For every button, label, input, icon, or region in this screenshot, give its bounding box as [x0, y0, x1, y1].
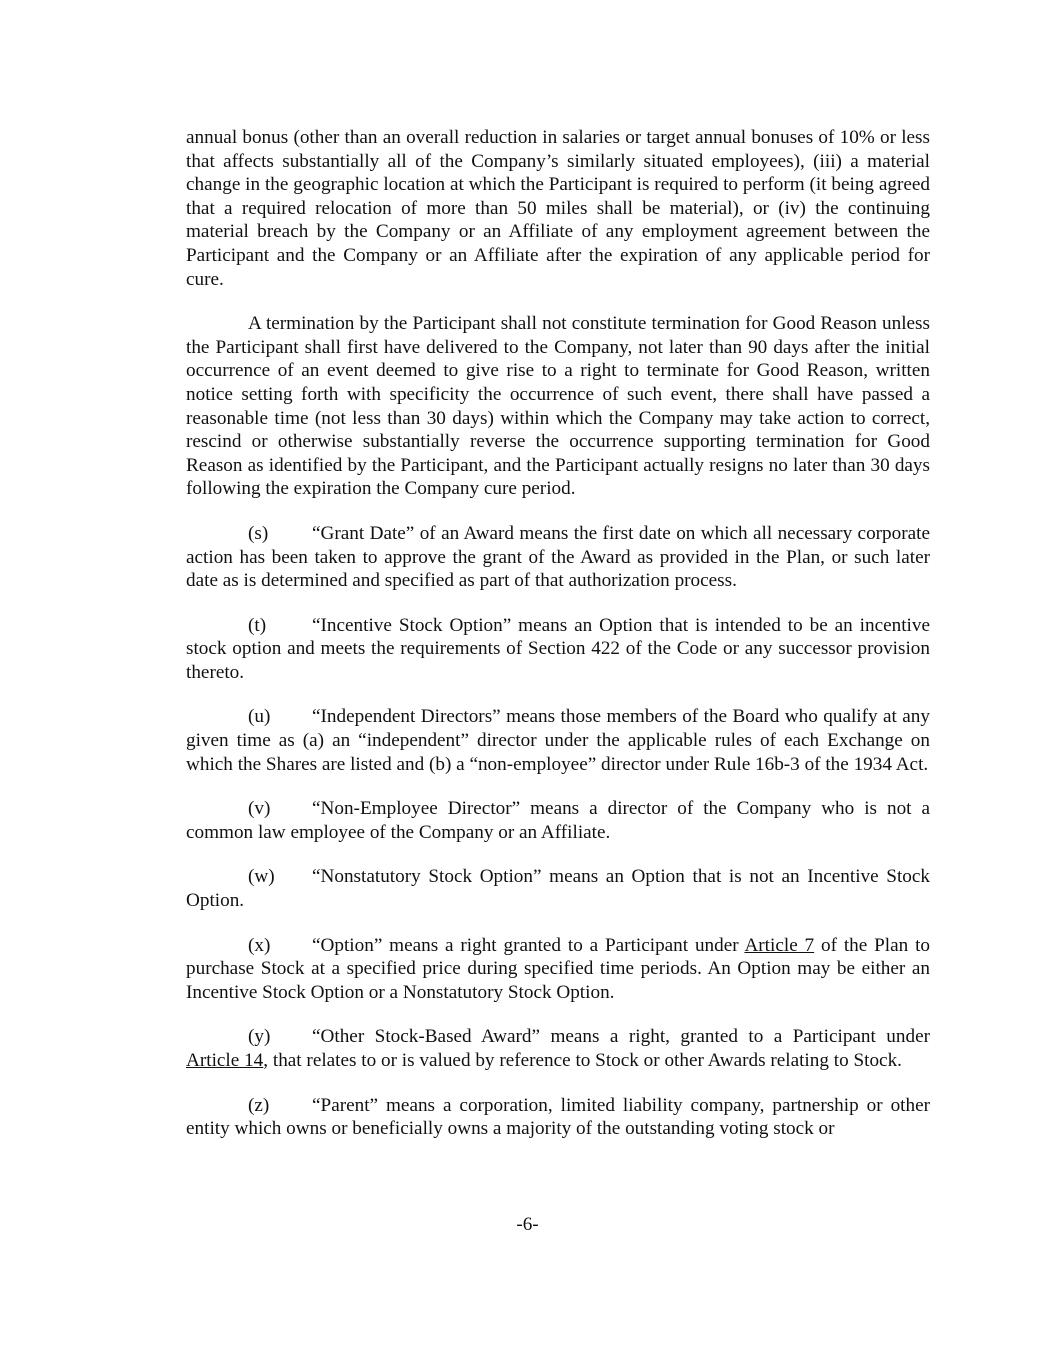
definition-y [186, 1025, 930, 1072]
article-7-reference: Article 7 [744, 934, 815, 956]
definition-label: (y) [248, 1026, 271, 1048]
continued-paragraph: annual bonus (other than an overall reduction in salaries or target annual bonuses of 10% or less that affects substantially all of the Company’s similarly situated employees), (iii) a material change in the geographic location at which the Participant is required to perform (it being agreed that a required relocation of more than 50 miles shall be material), or (iv) the continuing material breach by the Company or an Affiliate of any employment agreement between the Participant and the Company or an Affiliate after the expiration of any applicable period for cure. [186, 127, 930, 290]
definition-label: (v) [248, 798, 271, 820]
document-page [186, 126, 930, 1162]
article-14-reference: Article 14 [186, 1050, 264, 1071]
definition-text: of the Plan to purchase Stock at a specified price during specified time periods. An Option may be either an Incentive Stock Option or a Nonstatutory Stock Option. [186, 934, 930, 1003]
definition-text: “Incentive Stock Option” means an Option that is intended to be an incentive stock option and meets the requirements of Section 422 of the Code or any successor provision thereto. [186, 614, 930, 683]
definition-t [186, 614, 930, 685]
definition-text: “Parent” means a corporation, limited liability company, partnership or other entity which owns or beneficially owns a majority of the outstanding voting stock or [186, 1094, 930, 1140]
definition-x [186, 934, 930, 1005]
definition-label: (w) [248, 866, 275, 888]
definition-s [186, 522, 930, 593]
definition-z [186, 1094, 930, 1141]
definition-label: (s) [248, 522, 269, 544]
good-reason-paragraph: A termination by the Participant shall not constitute termination for Good Reason unless the Participant shall first have delivered to the Company, not later than 90 days after the initial occurrence of an event deemed to give rise to a right to terminate for Good Reason, written notice setting forth with specificity the occurrence of such event, there shall have passed a reasonable time (not less than 30 days) within which the Company may take action to correct, rescind or otherwise substantially reverse the occurrence supporting termination for Good Reason as identified by the Participant, and the Participant actually resigns no later than 30 days following the expiration the Company cure period. [186, 313, 930, 500]
page-number: -6- [516, 1214, 539, 1235]
definition-text: “Option” means a right granted to a Participant under [312, 934, 745, 956]
definition-text: “Nonstatutory Stock Option” means an Option that is not an Incentive Stock Option. [186, 866, 930, 912]
definition-text: “Non-Employee Director” means a director of the Company who is not a common law employee of the Company or an Affiliate. [186, 798, 930, 843]
definition-text: “Independent Directors” means those members of the Board who qualify at any given time as (a) an “independent” director under the applicable rules of each Exchange on which the Shares are listed and (b) a “non-employee” director under Rule 16b-3 of the 1934 Act. [186, 706, 930, 775]
definition-label: (u) [248, 706, 271, 728]
definition-w [186, 865, 930, 912]
definition-text: “Grant Date” of an Award means the first date on which all necessary corporate action has been taken to approve the grant of the Award as provided in the Plan, or such later date as is determined and specified as part of that authorization process. [186, 522, 930, 592]
definition-v [186, 797, 930, 844]
definition-text: “Other Stock-Based Award” means a right, granted to a Participant under [312, 1026, 930, 1048]
definition-label: (x) [248, 934, 271, 956]
definition-u [186, 705, 930, 776]
definition-label: (t) [248, 614, 267, 636]
definition-label: (z) [248, 1094, 270, 1116]
definition-text: , that relates to or is valued by reference to Stock or other Awards relating to Stock. [263, 1050, 902, 1071]
